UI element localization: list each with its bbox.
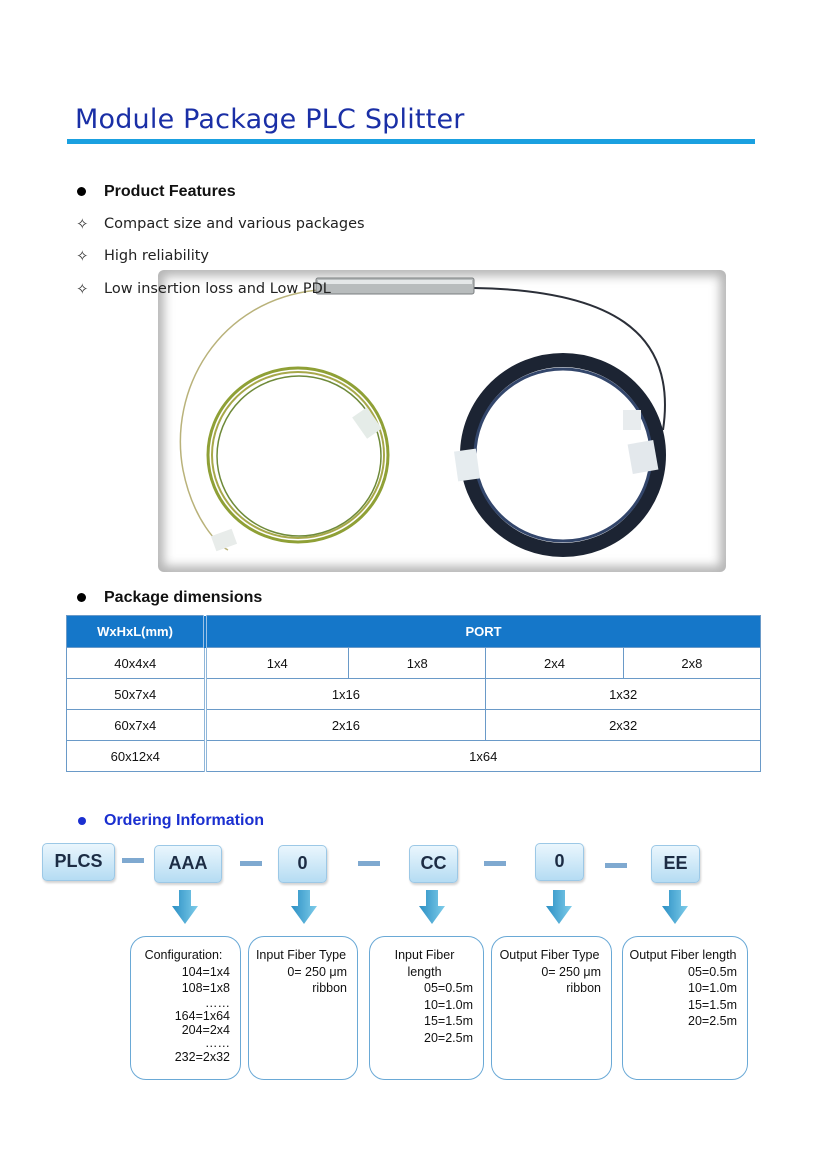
port-cell: 1x64 <box>205 741 761 772</box>
box-line: …… <box>205 1035 230 1050</box>
table-row <box>67 741 761 772</box>
box-title: Configuration: <box>144 948 223 962</box>
feature-item: Low insertion loss and Low PDL <box>104 281 331 297</box>
code-box-output-type: 0 <box>535 843 584 881</box>
box-line: 204=2x4 <box>181 1022 230 1037</box>
package-dimensions-table <box>66 615 761 772</box>
dimension-cell: 60x7x4 <box>67 710 206 741</box>
splitter-illustration <box>158 270 726 572</box>
code-box-input-length: CC <box>409 845 458 883</box>
port-cell: 1x16 <box>205 679 486 710</box>
dash-separator <box>484 861 506 866</box>
box-line: 20=2.5m <box>424 1030 473 1045</box>
port-cell: 2x32 <box>486 710 761 741</box>
output-fiber-length-box <box>622 936 748 1080</box>
configuration-box <box>130 936 241 1080</box>
box-line: 15=1.5m <box>688 997 737 1012</box>
table-row <box>67 648 761 679</box>
dash-separator <box>605 863 627 868</box>
port-cell: 1x32 <box>486 679 761 710</box>
diamond-bullet-icon: ✧ <box>76 216 89 233</box>
down-arrow-icon <box>291 890 317 924</box>
ordering-heading: Ordering Information <box>104 812 264 829</box>
box-title: Output Fiber Type <box>499 948 600 962</box>
diamond-bullet-icon: ✧ <box>76 281 89 298</box>
port-cell: 2x8 <box>623 648 760 679</box>
features-heading: Product Features <box>104 183 236 200</box>
title-underline <box>67 139 755 144</box>
bullet-icon <box>77 187 86 196</box>
bullet-icon <box>77 593 86 602</box>
output-fiber-type-box <box>491 936 612 1080</box>
table-header-row <box>67 616 761 648</box>
column-header-port: PORT <box>205 616 761 648</box>
box-line: 0= 250 μm <box>541 964 601 979</box>
box-line: 15=1.5m <box>424 1014 473 1028</box>
feature-item: High reliability <box>104 248 209 264</box>
down-arrow-icon <box>172 890 198 924</box>
dash-separator <box>240 861 262 866</box>
box-line: 10=1.0m <box>688 981 737 995</box>
code-box-output-length: EE <box>651 845 700 883</box>
dimension-cell: 50x7x4 <box>67 679 206 710</box>
diamond-bullet-icon: ✧ <box>76 248 89 265</box>
port-cell: 1x4 <box>205 648 349 679</box>
column-header-dimensions: WxHxL(mm) <box>67 616 206 648</box>
box-line: 0= 250 μm <box>287 964 347 979</box>
table-row <box>67 679 761 710</box>
down-arrow-icon <box>419 890 445 924</box>
product-photo <box>158 270 726 572</box>
box-line: ribbon <box>312 981 347 995</box>
box-line: 108=1x8 <box>181 981 230 995</box>
input-fiber-type-box <box>248 936 358 1080</box>
box-line: 05=0.5m <box>688 964 737 979</box>
box-title: Output Fiber length <box>629 948 737 962</box>
down-arrow-icon <box>546 890 572 924</box>
box-line: 164=1x64 <box>174 1008 230 1023</box>
dash-separator <box>122 858 144 863</box>
package-heading: Package dimensions <box>104 589 263 606</box>
box-line: 10=1.0m <box>424 997 473 1012</box>
box-line: 104=1x4 <box>181 964 230 979</box>
port-cell: 1x8 <box>349 648 486 679</box>
code-box-configuration: AAA <box>154 845 222 883</box>
down-arrow-icon <box>662 890 688 924</box>
input-fiber-length-box <box>369 936 484 1080</box>
box-line: 20=2.5m <box>688 1014 737 1028</box>
box-line: …… <box>205 995 230 1010</box>
box-line: 232=2x32 <box>174 1049 230 1064</box>
port-cell: 2x16 <box>205 710 486 741</box>
dimension-cell: 40x4x4 <box>67 648 206 679</box>
port-cell: 2x4 <box>486 648 623 679</box>
code-box-prefix: PLCS <box>42 843 115 881</box>
page-title: Module Package PLC Splitter <box>75 104 465 135</box>
box-title: Input Fiber length <box>394 948 455 979</box>
dimension-cell: 60x12x4 <box>67 741 206 772</box>
box-line: ribbon <box>566 981 601 995</box>
box-line: 05=0.5m <box>424 981 473 995</box>
feature-item: Compact size and various packages <box>104 216 365 232</box>
bullet-icon <box>78 817 86 825</box>
box-title: Input Fiber Type <box>255 948 347 962</box>
code-box-input-type: 0 <box>278 845 327 883</box>
dash-separator <box>358 861 380 866</box>
table-row <box>67 710 761 741</box>
